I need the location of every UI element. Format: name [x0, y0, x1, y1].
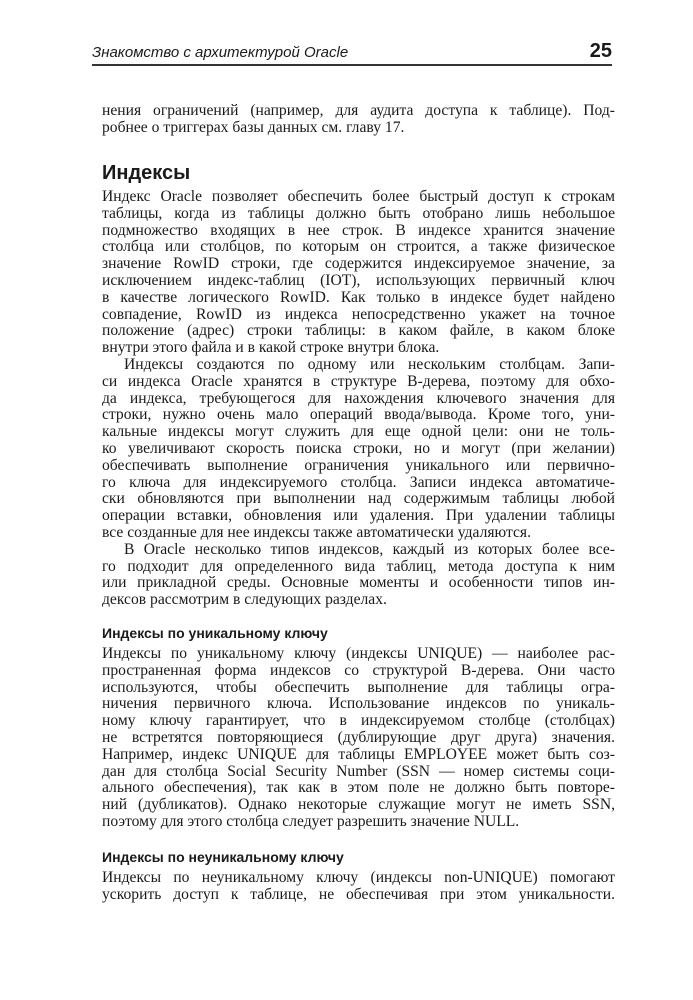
text-line: го подходит для определенного вида таблиц, метода доступа к ним	[102, 557, 615, 575]
section-indexes-body	[102, 189, 615, 609]
text-line: Например, индекс UNIQUE для таблицы EMPLOYEE может быть соз-	[102, 745, 615, 763]
section-nonunique-body	[102, 870, 615, 904]
text-line: Индекс Oracle позволяет обеспечить более быстрый доступ к строкам	[102, 188, 615, 205]
text-line: столбца или столбцов, по которым он строится, а также физическое	[102, 238, 615, 256]
text-line: или прикладной среды. Основные моменты и особенности типов ин-	[102, 574, 615, 592]
paragraph	[102, 870, 615, 904]
paragraph	[102, 542, 615, 609]
text-line: робнее о триггерах базы данных см. главу 17.	[102, 118, 405, 136]
text-line: В Oracle несколько типов индексов, каждый из которых более все-	[124, 540, 615, 558]
text-line: исключением индекс-таблиц (IOT), использующих первичный ключ	[102, 271, 615, 289]
text-line: подмножество входящих в нее строк. В индексе хранится значение	[102, 221, 615, 239]
text-line: пространенная форма индексов со структурой B-дерева. Они часто	[102, 661, 615, 679]
text-line: го ключа для индексируемого столбца. Записи индекса автоматиче-	[102, 473, 615, 491]
text-line: поэтому для этого столбца следует разрешить значение NULL.	[102, 812, 520, 830]
section-heading-unique: Индексы по уникальному ключу	[102, 625, 328, 641]
text-line: кальные индексы могут служить для еще одной цели: они не толь-	[102, 423, 615, 441]
section-unique-body	[102, 646, 615, 831]
text-line: ничения первичного ключа. Использование индексов по уникаль-	[102, 695, 615, 713]
text-line: обеспечивать выполнение ограничения уникального или первично-	[102, 456, 615, 474]
text-line: положение (адрес) строки таблицы: в каком файле, в каком блоке	[102, 322, 615, 340]
text-line: строки, нужно очень мало операций ввода/вывода. Кроме того, уни-	[102, 406, 615, 424]
text-line: не встретятся повторяющиеся (дублирующие друг друга) значения.	[102, 728, 615, 746]
text-line: все созданные для нее индексы также автоматически удаляются.	[102, 523, 531, 541]
paragraph	[102, 357, 615, 542]
intro-paragraph	[102, 103, 615, 137]
running-header	[92, 40, 612, 66]
text-line: ний (дубликатов). Однако некоторые служащие могут не иметь SSN,	[102, 796, 615, 814]
text-line: совпадение, RowID из индекса непосредственно укажет на точное	[102, 305, 615, 323]
text-line: используются, чтобы обеспечить выполнение для таблицы огра-	[102, 678, 615, 696]
text-line: дексов рассмотрим в следующих разделах.	[102, 591, 387, 609]
paragraph	[102, 189, 615, 357]
text-line: ски обновляются при выполнении над содержимым таблицы любой	[102, 490, 615, 508]
section-heading-nonunique: Индексы по неуникальному ключу	[102, 849, 344, 865]
text-line: ному ключу гарантирует, что в индексируемом столбце (столбцах)	[102, 712, 615, 730]
text-line: операции вставки, обновления или удаления. При удалении таблицы	[102, 507, 615, 525]
text-line: ального обеспечения), так как в этом поле не должно быть повторе-	[102, 779, 615, 797]
text-line: ускорить доступ к таблице, не обеспечивая при этом уникальности.	[102, 885, 615, 903]
section-heading-indexes: Индексы	[102, 162, 191, 184]
paragraph	[102, 646, 615, 831]
text-line: значение RowID строки, где содержится индексируемое значение, за	[102, 255, 615, 273]
text-line: в качестве логического RowID. Как только в индексе будет найдено	[102, 288, 615, 306]
text-line: ко увеличивают скорость поиска строки, но и могут (при желании)	[102, 439, 615, 457]
page-number: 25	[589, 40, 612, 62]
text-line: Индексы по неуникальному ключу (индексы non-UNIQUE) помогают	[102, 869, 615, 886]
running-header-title: Знакомство с архитектурой Oracle	[92, 44, 349, 61]
text-line: внутри этого файла и в какой строке внутри блока.	[102, 339, 440, 357]
text-line: нения ограничений (например, для аудита доступа к таблице). Под-	[102, 102, 615, 119]
text-line: Индексы по уникальному ключу (индексы UNIQUE) — наиболее рас-	[102, 645, 615, 662]
text-line: да индекса, требующегося для нахождения ключевого значения для	[102, 389, 615, 407]
text-line: си индекса Oracle хранятся в структуре B-дерева, поэтому для обхо-	[102, 372, 615, 390]
text-line: дан для столбца Social Security Number (SSN — номер системы соци-	[102, 762, 615, 780]
text-line: Индексы создаются по одному или нескольким столбцам. Запи-	[124, 355, 615, 373]
text-line: таблицы, когда из таблицы должно быть отобрано лишь небольшое	[102, 204, 615, 222]
